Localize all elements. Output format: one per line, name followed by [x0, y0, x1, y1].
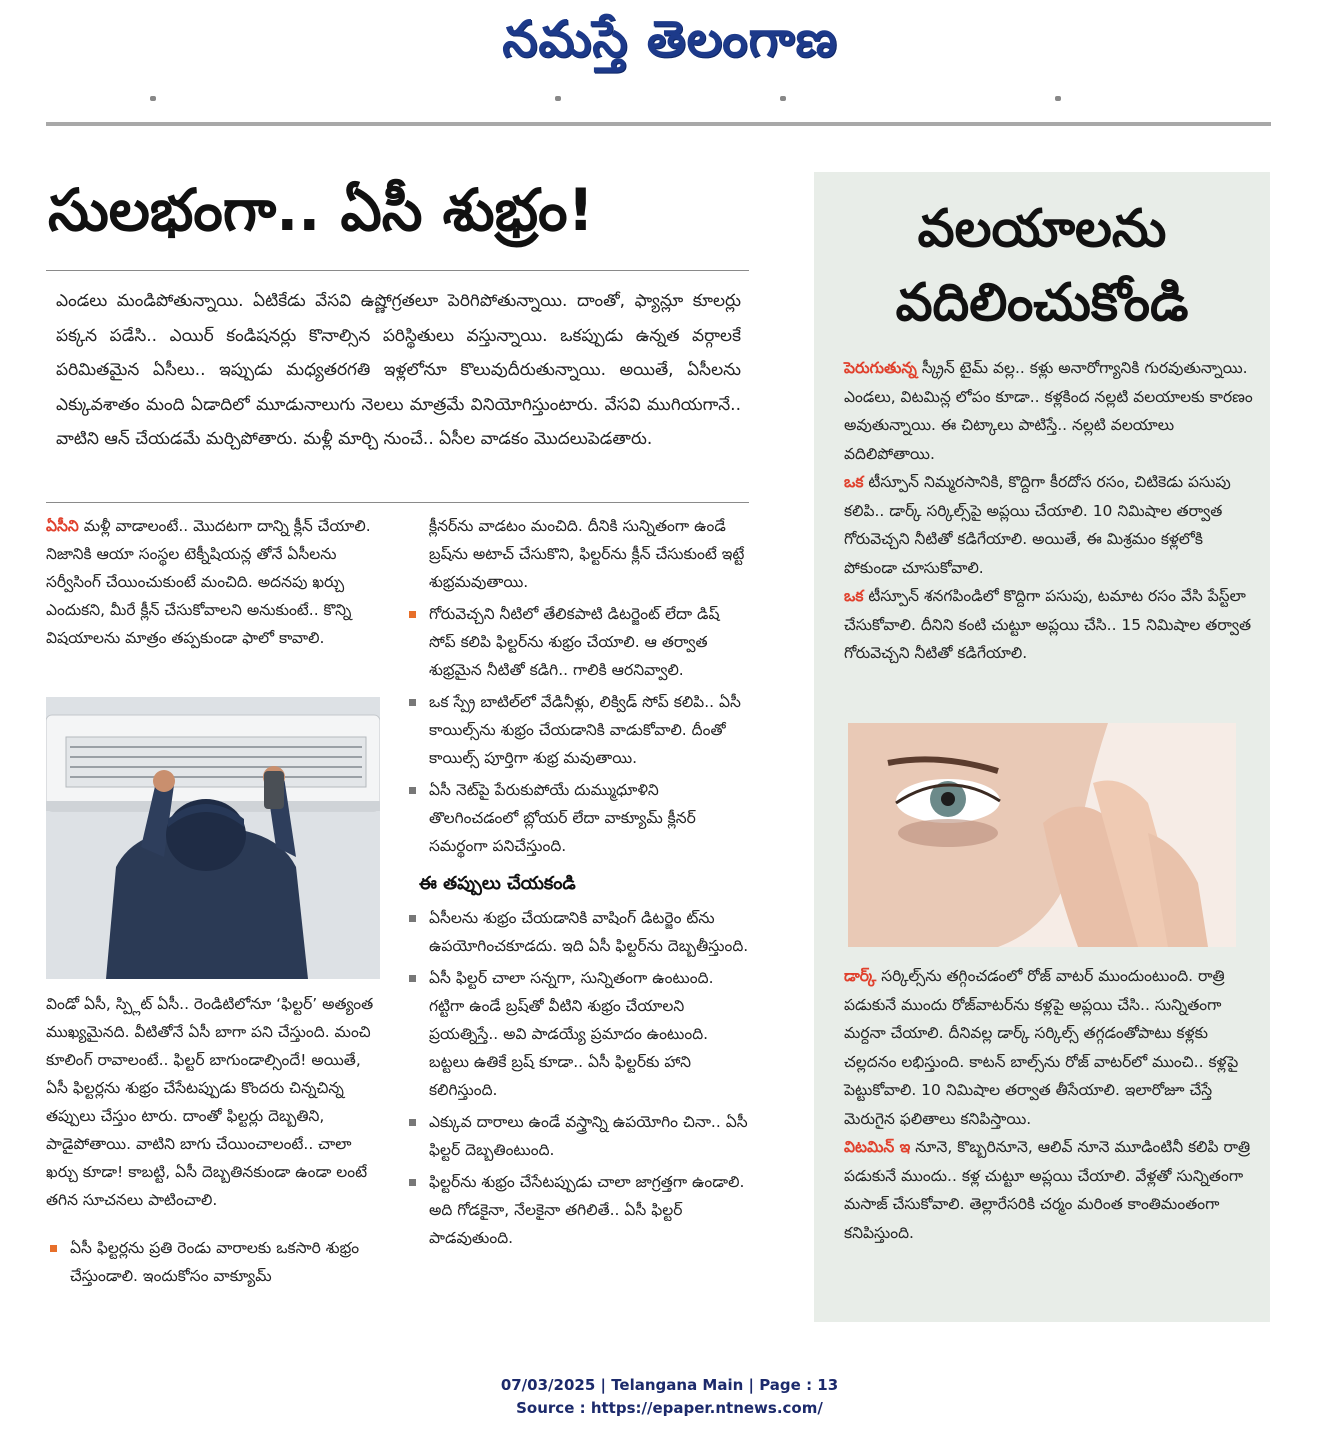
column1-para1-text: మళ్లీ వాడాలంటే.. మొదటగా దాన్ని క్లీన్ చేయాలి. నిజానికి ఆయా సంస్థల టెక్నీషియన్ల తోనే ఏసీలను సర్వీసింగ్ చేయించుకుంటే మంచిది. అదనపు ఖర్చు ఎందుకని, మీరే క్లీన్ చేసుకోవాలని అనుకుంటే.. కొన్ని విషయాలను మాత్రం తప్పకుండా ఫాలో కావాలి. [46, 517, 371, 647]
masthead [0, 0, 1339, 110]
sidebar-para-1-lead: పెరుగుతున్న [844, 359, 917, 377]
headline-rule [46, 270, 749, 271]
mistake-bullet-2-text: ఏసీ ఫిల్టర్ చాలా సన్నగా, సున్నితంగా ఉంటుంది. గట్టిగా ఉండే బ్రష్‌తో వీటిని శుభ్రం చేయాలని ప్రయత్నిస్తే.. అవి పాడయ్యే ప్రమాదం ఉంటుంది. బట్టలు ఉతికే బ్రష్ కూడా.. ఏసీ ఫిల్టర్‌కు హాని కలిగిస్తుంది. [429, 969, 714, 1099]
sidebar-para-2-text: టీస్పూన్ నిమ్మరసానికి, కొద్దిగా కీరదోస రసం, చిటికెడు పసుపు కలిపి.. డార్క్ సర్కిల్స్‌పై అప్లయి చేయాలి. 10 నిమిషాల తర్వాత గోరువెచ్చని నీటితో కడిగేయాలి. అయితే, ఈ మిశ్రమం కళ్లలోకి పోకుండా చూసుకోవాలి. [844, 473, 1231, 577]
article-column-1 [46, 512, 380, 652]
sidebar-article [814, 172, 1270, 1322]
sidebar-para-5-lead: విటమిన్ ఇ [844, 1138, 911, 1156]
bullet-square-icon [409, 611, 416, 618]
sidebar-para-4-text: సర్కిల్స్‌ను తగ్గించడంలో రోజ్ వాటర్ ముందుంటుంది. రాత్రి పడుకునే ముందు రోజ్‌వాటర్‌ను కళ్లపై అప్లయి చేసి.. సున్నితంగా మర్దనా చేయాలి. దీనివల్ల డార్క్ సర్కిల్స్ తగ్గడంతోపాటు కళ్లకు చల్లదనం లభిస్తుంది. కాటన్ బాల్స్‌ను రోజ్ వాటర్‌లో ముంచి.. కళ్లపై పెట్టుకోవాలి. 10 నిమిషాల తర్వాత తీసేయాలి. ఇలారోజూ చేస్తే మెరుగైన ఫలితాలు కనిపిస్తాయి. [844, 967, 1239, 1128]
mistake-bullet-3 [405, 1108, 750, 1164]
tip-bullet-2 [405, 688, 750, 772]
mistake-bullet-4-text: ఫిల్టర్‌ను శుభ్రం చేసేటప్పుడు చాలా జాగ్రత్తగా ఉండాలి. అది గోడకైనా, నేలకైనా తగిలితే.. ఏసీ ఫిల్టర్ పాడవుతుంది. [429, 1173, 745, 1247]
mistake-bullet-1-text: ఏసీలను శుభ్రం చేయడానికి వాషింగ్ డిటర్జెం ట్‌ను ఉపయోగించకూడదు. ఇది ఏసీ ఫిల్టర్‌ను దెబ్బతీస్తుంది. [429, 909, 749, 955]
bullet-square-icon [50, 1245, 57, 1252]
column1-para1 [46, 512, 380, 652]
bullet-square-icon [409, 1119, 416, 1126]
article-intro: ఎండలు మండిపోతున్నాయి. ఏటికేడు వేసవి ఉష్ణోగ్రతలూ పెరిగిపోతున్నాయి. దాంతో, ఫ్యాన్లూ కూలర్లు పక్కన పడేసి.. ఎయిర్ కండిషనర్లు కొనాల్సిన పరిస్థితులు వస్తున్నాయి. ఒకప్పుడు ఉన్నత వర్గాలకే పరిమితమైన ఏసీలు.. ఇప్పుడు మధ్యతరగతి ఇళ్లలోనూ కొలువుదీరుతున్నాయి. అయితే, ఏసీలను ఎక్కువశాతం మంది ఏడాదిలో మూడునాలుగు నెలలు మాత్రమే వినియోగిస్తుంటారు. వేసవి ముగియగానే.. వాటిని ఆన్ చేయడమే మర్చిపోతారు. మళ్లీ మార్చి నుంచే.. ఏసీల వాడకం మొదలుపెడతారు. [56, 291, 741, 449]
eye-photo [848, 723, 1236, 947]
masthead-dots [0, 96, 1339, 102]
article-column-1-lower [46, 990, 380, 1294]
mistake-bullet-1 [405, 904, 750, 960]
footer-source-line: Source : https://epaper.ntnews.com/ [516, 1399, 823, 1417]
newspaper-logo: నమస్తే తెలంగాణ [502, 10, 838, 68]
tip-bullet-1 [405, 600, 750, 684]
mistakes-subhead: ఈ తప్పులు చేయకండి [419, 873, 576, 894]
sidebar-para-1 [844, 354, 1254, 468]
tip-bullet-2-text: ఒక స్ప్రే బాటిల్‌లో వేడినీళ్లు, లిక్విడ్ సోప్ కలిపి.. ఏసీ కాయిల్స్‌ను శుభ్రం చేయడానికి వాడుకోవాలి. దీంతో కాయిల్స్ పూర్తిగా శుభ్ర మవుతాయి. [429, 693, 741, 767]
sidebar-para-1-text: స్క్రీన్ టైమ్ వల్ల.. కళ్లు అనారోగ్యానికి గురవుతున్నాయి. ఎండలు, విటమిన్ల లోపం కూడా.. కళ్లకింద నల్లటి వలయాలకు కారణం అవుతున్నాయి. ఈ చిట్కాలు పాటిస్తే.. నల్లటి వలయాలు వదిలిపోతాయి. [844, 359, 1253, 463]
sidebar-para-5-text: నూనె, కొబ్బరినూనె, ఆలివ్ నూనె మూడింటినీ కలిపి రాత్రి పడుకునే ముందు.. కళ్ల చుట్టూ అప్లయి చేయాలి. వేళ్లతో సున్నితంగా మసాజ్ చేసుకోవాలి. తెల్లారేసరికి చర్మం మరింత కాంతిమంతంగా కనిపిస్తుంది. [844, 1138, 1251, 1242]
tip-bullet-3 [405, 776, 750, 860]
sidebar-para-3-text: టీస్పూన్ శనగపిండిలో కొద్దిగా పసుపు, టమాట రసం వేసి పేస్ట్‌లా చేసుకోవాలి. దీనిని కంటి చుట్టూ అప్లయి చేసి.. 15 నిమిషాల తర్వాత గోరువెచ్చని నీటితో కడిగేయాలి. [844, 587, 1252, 662]
sidebar-para-3-lead: ఒక [844, 587, 864, 605]
mistake-bullet-3-text: ఎక్కువ దారాలు ఉండే వస్త్రాన్ని ఉపయోగిం చినా.. ఏసీ ఫిల్టర్ దెబ్బతింటుంది. [429, 1113, 748, 1159]
lead-word: ఏసీని [46, 517, 79, 535]
sidebar-para-4-lead: డార్క్ [844, 967, 877, 985]
masthead-rule [46, 122, 1271, 126]
sidebar-para-5 [844, 1133, 1254, 1247]
bullet-square-icon [409, 975, 416, 982]
technician-illustration [46, 697, 380, 979]
column2-continuation: క్లీనర్‌ను వాడటం మంచిది. దీనికి సున్నితంగా ఉండే బ్రష్‌ను అటాచ్ చేసుకొని, ఫిల్టర్‌ను క్లీన్ చేసుకుంటే ఇట్టే శుభ్రమవుతాయి. [429, 517, 745, 591]
tip-bullet-1-text: గోరువెచ్చని నీటిలో తేలికపాటి డిటర్జెంట్ లేదా డిష్ సోప్ కలిపి ఫిల్టర్‌ను శుభ్రం చేయాలి. ఆ తర్వాత శుభ్రమైన నీటితో కడిగి.. గాలికి ఆరనివ్వాలి. [429, 605, 720, 679]
sidebar-para-group-1 [844, 354, 1254, 668]
tip-bullet-3-text: ఏసీ నెట్‌పై పేరుకుపోయే దుమ్ముధూళిని తొలగించడంలో బ్లోయర్ లేదా వాక్యూమ్ క్లీనర్ సమర్థంగా పనిచేస్తుంది. [429, 781, 696, 855]
bullet-square-icon [409, 915, 416, 922]
sidebar-para-2 [844, 468, 1254, 582]
intro-rule [46, 502, 749, 503]
bullet-square-icon [409, 699, 416, 706]
sidebar-title-line1: వలయాలను [917, 199, 1167, 259]
mistake-bullet-4 [405, 1168, 750, 1252]
article-headline: సులభంగా.. ఏసీ శుభ్రం! [48, 176, 594, 244]
sidebar-para-4 [844, 962, 1254, 1133]
sidebar-para-group-2 [844, 962, 1254, 1247]
bullet-square-icon [409, 1179, 416, 1186]
footer-date-line: 07/03/2025 | Telangana Main | Page : 13 [500, 1376, 839, 1394]
eye-illustration [848, 723, 1236, 947]
article-column-2 [405, 512, 750, 1256]
sidebar-para-3 [844, 582, 1254, 668]
column1-bullet-text: ఏసీ ఫిల్టర్లను ప్రతి రెండు వారాలకు ఒకసారి శుభ్రం చేస్తుండాలి. ఇందుకోసం వాక్యూమ్ [70, 1239, 360, 1285]
sidebar-para-2-lead: ఒక [844, 473, 864, 491]
bullet-square-icon [409, 787, 416, 794]
column1-bullet [46, 1234, 380, 1290]
column1-para2: విండో ఏసీ, స్ప్లిట్ ఏసీ.. రెండిటిలోనూ ‘ఫిల్టర్’ అత్యంత ముఖ్యమైనది. వీటితోనే ఏసీ బాగా పని చేస్తుంది. మంచి కూలింగ్ రావాలంటే.. ఫిల్టర్ బాగుండాల్సిందే! అయితే, ఏసీ ఫిల్టర్లను శుభ్రం చేసేటప్పుడు కొందరు చిన్నచిన్న తప్పులు చేస్తుం టారు. దాంతో ఫిల్టర్లు దెబ్బతిని, పాడైపోతాయి. వాటిని బాగు చేయించాలంటే.. చాలా ఖర్చు కూడా! కాబట్టి, ఏసీ దెబ్బతినకుండా ఉండా లంటే తగిన సూచనలు పాటించాలి. [46, 995, 374, 1209]
ac-cleaning-photo [46, 697, 380, 979]
sidebar-title-line2: వదిలించుకోండి [895, 273, 1189, 333]
mistake-bullet-2 [405, 964, 750, 1104]
